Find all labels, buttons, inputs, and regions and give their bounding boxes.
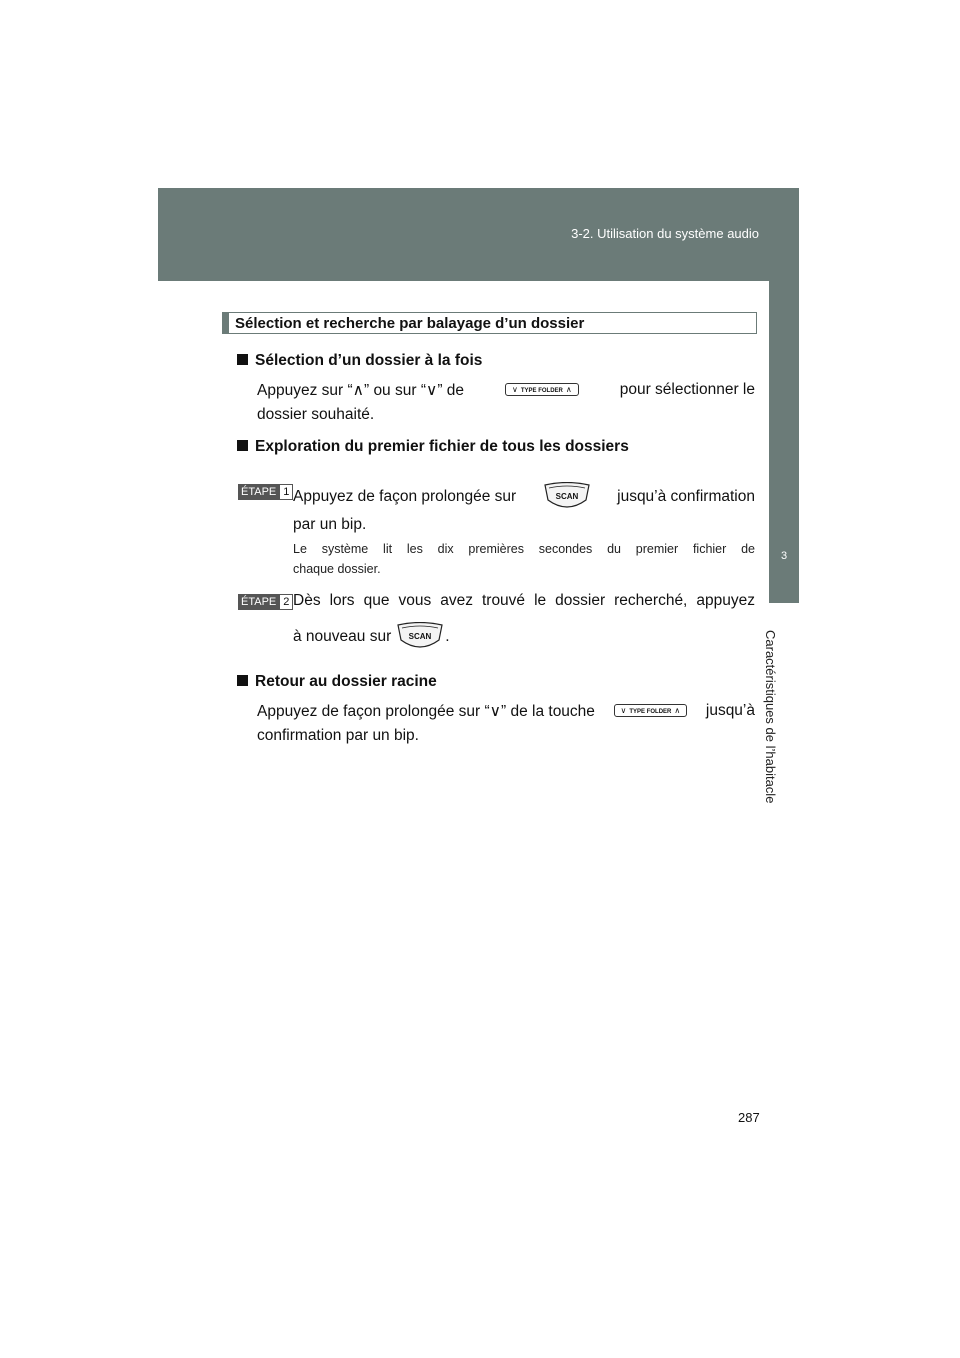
chapter-header-band — [158, 188, 799, 281]
paragraph-text: jusqu’à — [705, 702, 755, 719]
bullet-square-icon — [237, 354, 248, 365]
scan-label: SCAN — [555, 492, 578, 501]
chapter-number-block — [769, 543, 799, 603]
page-number: 287 — [738, 1110, 760, 1125]
type-folder-label: TYPE FOLDER — [629, 709, 672, 715]
subsection-heading-text: Exploration du premier fichier de tous les dossiers — [255, 438, 629, 455]
paragraph-line — [257, 702, 755, 721]
scan-label: SCAN — [408, 632, 432, 641]
chevron-up-icon: ∧ — [674, 706, 681, 715]
step-number: 1 — [279, 484, 293, 500]
step-label: ÉTAPE — [238, 594, 279, 610]
paragraph-line: dossier souhaité. — [257, 406, 375, 423]
section-breadcrumb: 3-2. Utilisation du système audio — [571, 226, 759, 241]
step-number: 2 — [279, 594, 293, 610]
step-1-badge — [238, 484, 288, 500]
note-line: chaque dossier. — [293, 562, 381, 576]
subsection-heading-explore — [237, 438, 629, 456]
subsection-heading-text: Retour au dossier racine — [255, 673, 437, 690]
type-folder-button-icon — [505, 383, 579, 396]
chevron-down-icon: ∨ — [620, 706, 627, 715]
note-line: Le système lit les dix premières secondes du premier fichier de — [293, 542, 755, 556]
chevron-up-icon: ∧ — [565, 385, 572, 394]
section-title: Sélection et recherche par balayage d’un dossier — [235, 315, 585, 332]
paragraph-line: confirmation par un bip. — [257, 727, 419, 744]
chapter-number: 3 — [780, 550, 788, 562]
paragraph-text: jusqu’à confirmation — [617, 488, 755, 505]
subsection-heading-text: Sélection d’un dossier à la fois — [255, 352, 483, 369]
paragraph-text: à nouveau sur — [293, 628, 392, 645]
paragraph-text: pour sélectionner le — [619, 381, 755, 398]
paragraph-line: par un bip. — [293, 516, 367, 533]
scan-button-icon — [395, 622, 445, 652]
step-2-badge — [238, 594, 288, 610]
paragraph-line — [257, 381, 755, 400]
section-title-accent — [223, 313, 229, 333]
section-title-box — [222, 312, 757, 334]
paragraph-line — [293, 622, 450, 652]
paragraph-text: Appuyez de façon prolongée sur “∨” de la touche — [257, 703, 595, 720]
paragraph-line: Dès lors que vous avez trouvé le dossier recherché, appuyez — [293, 592, 755, 609]
paragraph-text: . — [445, 628, 450, 645]
bullet-square-icon — [237, 675, 248, 686]
chapter-title-vertical: Caractéristiques de l’habitacle — [763, 630, 778, 804]
paragraph-text: Appuyez de façon prolongée sur — [293, 488, 517, 505]
paragraph-line — [293, 482, 755, 512]
scan-button-icon — [542, 482, 592, 512]
subsection-heading-root-folder — [237, 673, 437, 691]
type-folder-button-icon — [614, 704, 688, 717]
chevron-down-icon: ∨ — [512, 385, 518, 394]
type-folder-label: TYPE FOLDER — [520, 388, 563, 394]
step-label: ÉTAPE — [238, 484, 279, 500]
side-tab-upper-band — [769, 281, 799, 551]
paragraph-text: Appuyez sur “∧” ou sur “∨” de — [257, 382, 465, 399]
subsection-heading-select-folder — [237, 352, 482, 370]
bullet-square-icon — [237, 440, 248, 451]
